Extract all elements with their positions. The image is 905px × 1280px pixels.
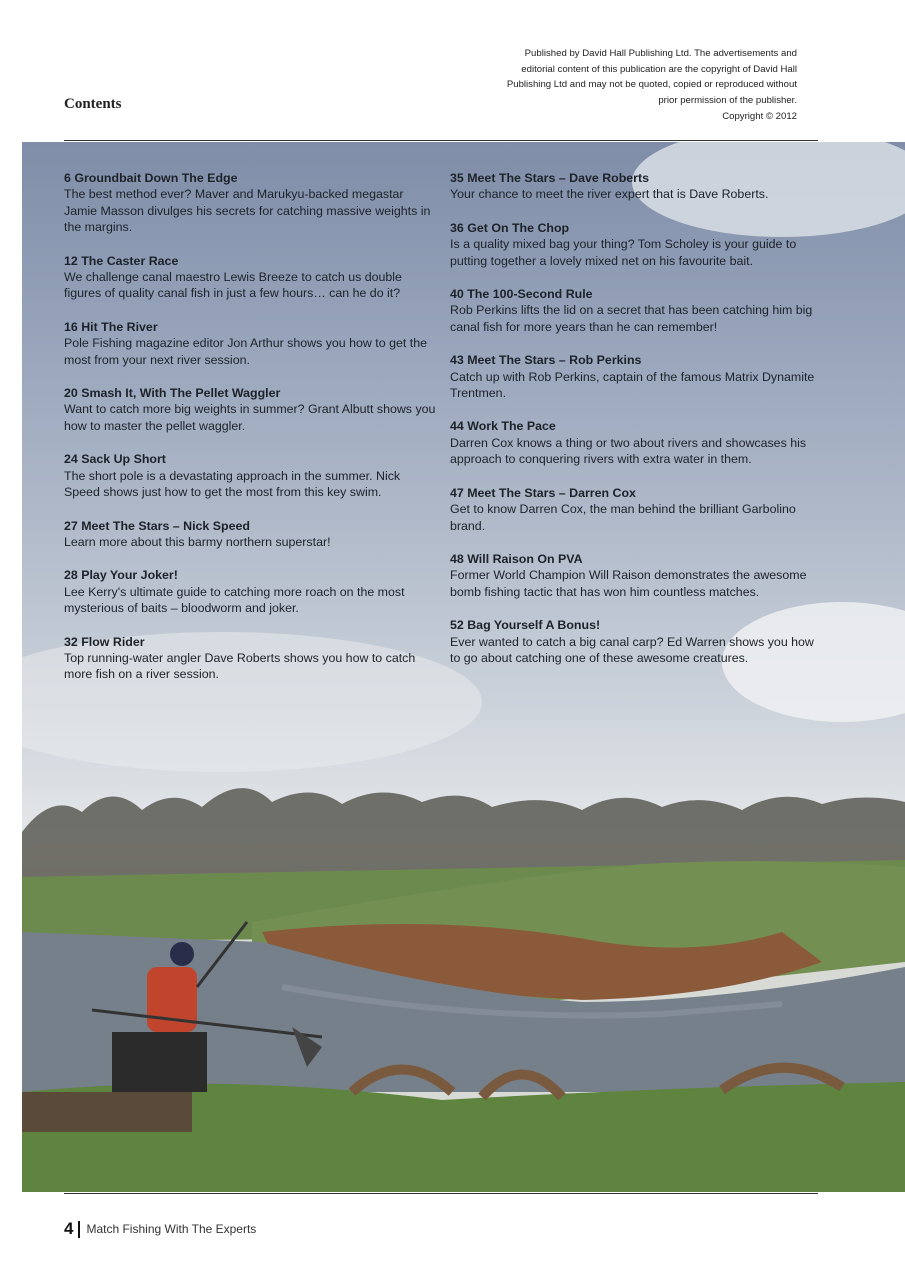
page-footer xyxy=(64,1219,256,1239)
toc-entry-title: 6 Groundbait Down The Edge xyxy=(64,171,238,185)
toc-entry-desc: The best method ever? Maver and Marukyu-backed megastar Jamie Masson divulges his secrets for catching massive weights in the margins. xyxy=(64,187,431,235)
toc-left-column xyxy=(64,170,436,700)
toc-entry[interactable] xyxy=(450,352,822,401)
toc-entry-title: 48 Will Raison On PVA xyxy=(450,551,583,566)
header-divider xyxy=(64,140,818,141)
toc-entry-desc: We challenge canal maestro Lewis Breeze to catch us double figures of quality canal fish in just a few hours… can he do it? xyxy=(64,270,402,301)
toc-entry[interactable] xyxy=(450,286,822,335)
toc-entry-title: 20 Smash It, With The Pellet Waggler xyxy=(64,386,281,401)
toc-entry[interactable] xyxy=(450,170,822,203)
tackle-tray xyxy=(22,1092,192,1132)
copyright-notice: Copyright © 2012 xyxy=(722,111,797,122)
toc-entry-title: 47 Meet The Stars – Darren Cox xyxy=(450,485,636,500)
toc-entry[interactable] xyxy=(64,451,436,500)
toc-entry-desc: Darren Cox knows a thing or two about rivers and showcases his approach to conquering rivers with extra water in them. xyxy=(450,435,807,467)
publication-name: Match Fishing With The Experts xyxy=(86,1222,257,1236)
toc-entry-title: 16 Hit The River xyxy=(64,319,158,334)
toc-entry[interactable] xyxy=(64,518,436,551)
toc-entry-desc: Former World Champion Will Raison demonstrates the awesome bomb fishing tactic that has won him countless matches. xyxy=(450,568,807,599)
toc-entry-title: 40 The 100-Second Rule xyxy=(450,287,593,302)
toc-entry[interactable] xyxy=(64,385,436,434)
toc-entry-title: 24 Sack Up Short xyxy=(64,452,166,467)
toc-entry-title: 28 Play Your Joker! xyxy=(64,568,178,583)
toc-entry[interactable] xyxy=(64,634,436,683)
toc-entry-title: 44 Work The Pace xyxy=(450,419,556,434)
toc-entry[interactable] xyxy=(450,485,822,534)
angler-head xyxy=(170,942,194,966)
publisher-note: Published by David Hall Publishing Ltd. The advertisements and editorial content of this publication are the copyright of David Hall Publishing Ltd and may not be quoted, copied or reproduced without prior permission of the publisher. xyxy=(506,48,797,106)
toc-entry-desc: Learn more about this barmy northern superstar! xyxy=(64,534,331,549)
page-number: 4 xyxy=(64,1219,74,1238)
toc-entry-title: 27 Meet The Stars – Nick Speed xyxy=(64,518,250,533)
toc-entry-desc: Ever wanted to catch a big canal carp? Ed Warren shows you how to go about catching one of these awesome creatures. xyxy=(450,634,814,665)
footer-divider xyxy=(64,1193,818,1194)
toc-entry-title: 52 Bag Yourself A Bonus! xyxy=(450,618,601,633)
toc-entry-desc: Pole Fishing magazine editor Jon Arthur shows you how to get the most from your next river session. xyxy=(64,336,427,367)
toc-entry[interactable] xyxy=(64,170,436,236)
toc-entry-title: 35 Meet The Stars – Dave Roberts xyxy=(450,171,650,185)
toc-entry[interactable] xyxy=(450,418,822,467)
toc-entry-title: 43 Meet The Stars – Rob Perkins xyxy=(450,353,642,368)
toc-entry-desc: Top running-water angler Dave Roberts shows you how to catch more fish on a river session. xyxy=(64,650,416,682)
footer-separator xyxy=(78,1221,80,1238)
toc-entry-desc: Lee Kerry's ultimate guide to catching more roach on the most mysterious of baits – bloodworm and joker. xyxy=(64,584,405,616)
toc-entry-desc: Rob Perkins lifts the lid on a secret that has been catching him big canal fish for more years than he can remember! xyxy=(450,303,813,334)
toc-entry[interactable] xyxy=(450,617,822,666)
toc-entry-desc: Want to catch more big weights in summer? Grant Albutt shows you how to master the pellet waggler. xyxy=(64,402,436,433)
toc-entry-desc: Catch up with Rob Perkins, captain of the famous Matrix Dynamite Trentmen. xyxy=(450,369,815,401)
toc-entry[interactable] xyxy=(450,551,822,600)
toc-right-column xyxy=(450,170,822,683)
seat-box xyxy=(112,1032,207,1092)
toc-entry-title: 36 Get On The Chop xyxy=(450,220,570,235)
toc-entry[interactable] xyxy=(64,567,436,616)
toc-entry[interactable] xyxy=(64,253,436,302)
toc-entry[interactable] xyxy=(64,319,436,368)
toc-entry-desc: Is a quality mixed bag your thing? Tom Scholey is your guide to putting together a lovely mixed net on his favourite bait. xyxy=(450,237,797,268)
toc-entry-title: 12 The Caster Race xyxy=(64,253,179,268)
toc-entry-desc: Get to know Darren Cox, the man behind the brilliant Garbolino brand. xyxy=(450,502,796,533)
toc-entry-desc: Your chance to meet the river expert that is Dave Roberts. xyxy=(450,187,769,202)
section-title: Contents xyxy=(64,96,122,112)
toc-entry-title: 32 Flow Rider xyxy=(64,634,145,649)
toc-entry[interactable] xyxy=(450,220,822,269)
toc-entry-desc: The short pole is a devastating approach in the summer. Nick Speed shows just how to get the most from this key swim. xyxy=(64,468,401,500)
